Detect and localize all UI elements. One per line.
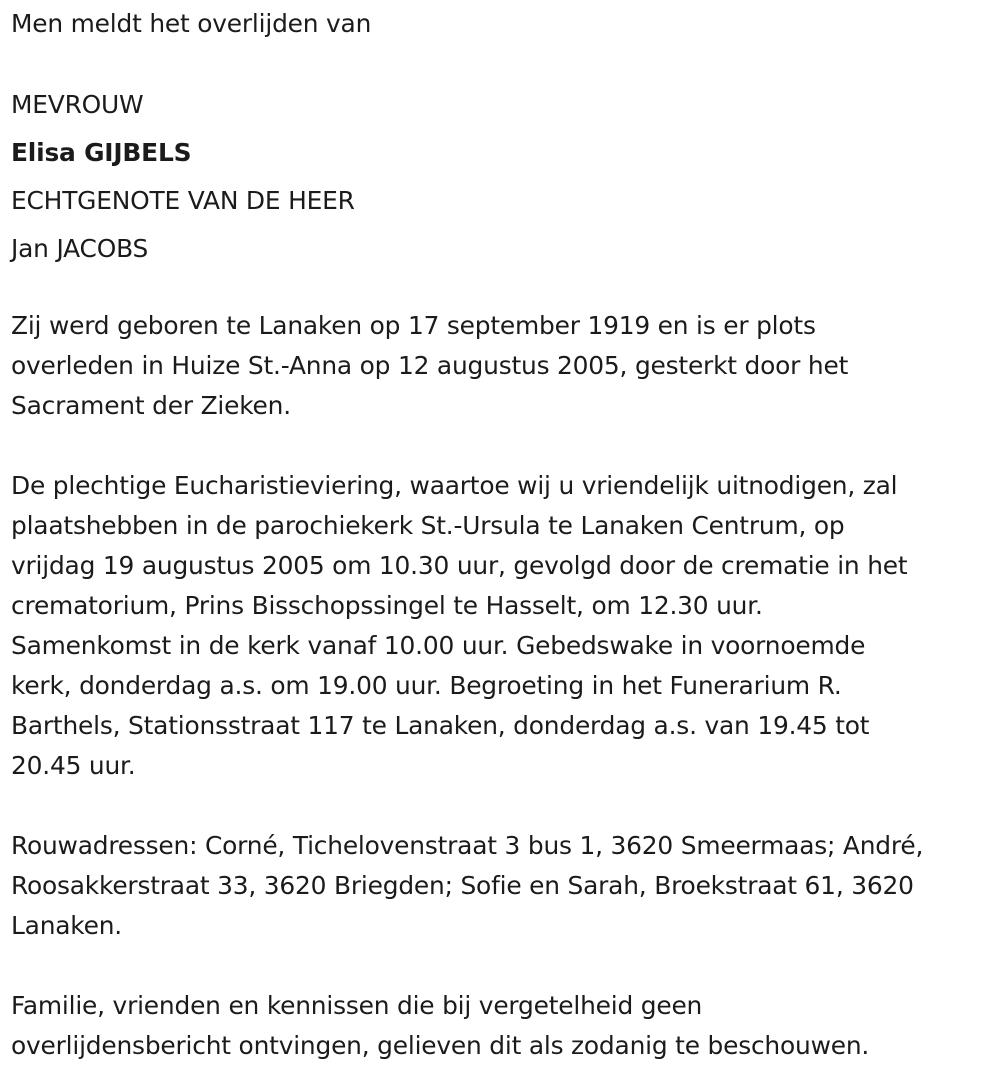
spacer xyxy=(11,48,996,81)
deceased-title: MEVROUW xyxy=(11,90,144,119)
paragraph-line: Lanaken. xyxy=(11,911,123,940)
paragraph-line: De plechtige Eucharistieviering, waartoe wij u vriendelijk uitnodigen, zal xyxy=(11,471,898,500)
deceased-name: Elisa GIJBELS xyxy=(11,138,192,167)
obituary-notice xyxy=(11,0,996,1066)
paragraph-line: overleden in Huize St.-Anna op 12 augustus 2005, gesterkt door het xyxy=(11,351,849,380)
paragraph-line: vrijdag 19 augustus 2005 om 10.30 uur, gevolgd door de crematie in het xyxy=(11,551,908,580)
paragraph-line: plaatshebben in de parochiekerk St.-Ursula te Lanaken Centrum, op xyxy=(11,511,845,540)
spacer xyxy=(11,273,996,306)
paragraph-line: Samenkomst in de kerk vanaf 10.00 uur. Gebedswake in voornoemde xyxy=(11,631,866,660)
intro-text: Men meldt het overlijden van xyxy=(11,9,372,38)
ceremony-paragraph xyxy=(11,466,996,786)
relation-text: ECHTGENOTE VAN DE HEER xyxy=(11,186,355,215)
paragraph-line: crematorium, Prins Bisschopssingel te Hasselt, om 12.30 uur. xyxy=(11,591,763,620)
paragraph-line: Roosakkerstraat 33, 3620 Briegden; Sofie en Sarah, Broekstraat 61, 3620 xyxy=(11,871,914,900)
closing-paragraph xyxy=(11,986,996,1066)
paragraph-line: Familie, vrienden en kennissen die bij vergetelheid geen xyxy=(11,991,703,1020)
spacer xyxy=(11,946,996,986)
paragraph-line: kerk, donderdag a.s. om 19.00 uur. Begroeting in het Funerarium R. xyxy=(11,671,842,700)
paragraph-line: overlijdensbericht ontvingen, gelieven dit als zodanig te beschouwen. xyxy=(11,1031,870,1060)
paragraph-line: Barthels, Stationsstraat 117 te Lanaken, donderdag a.s. van 19.45 tot xyxy=(11,711,870,740)
spouse-name: Jan JACOBS xyxy=(11,234,149,263)
spacer xyxy=(11,426,996,466)
spacer xyxy=(11,786,996,826)
paragraph-line: Rouwadressen: Corné, Tichelovenstraat 3 bus 1, 3620 Smeermaas; André, xyxy=(11,831,924,860)
birth-death-paragraph xyxy=(11,306,996,426)
paragraph-line: 20.45 uur. xyxy=(11,751,136,780)
addresses-paragraph xyxy=(11,826,996,946)
paragraph-line: Zij werd geboren te Lanaken op 17 september 1919 en is er plots xyxy=(11,311,816,340)
paragraph-line: Sacrament der Zieken. xyxy=(11,391,291,420)
